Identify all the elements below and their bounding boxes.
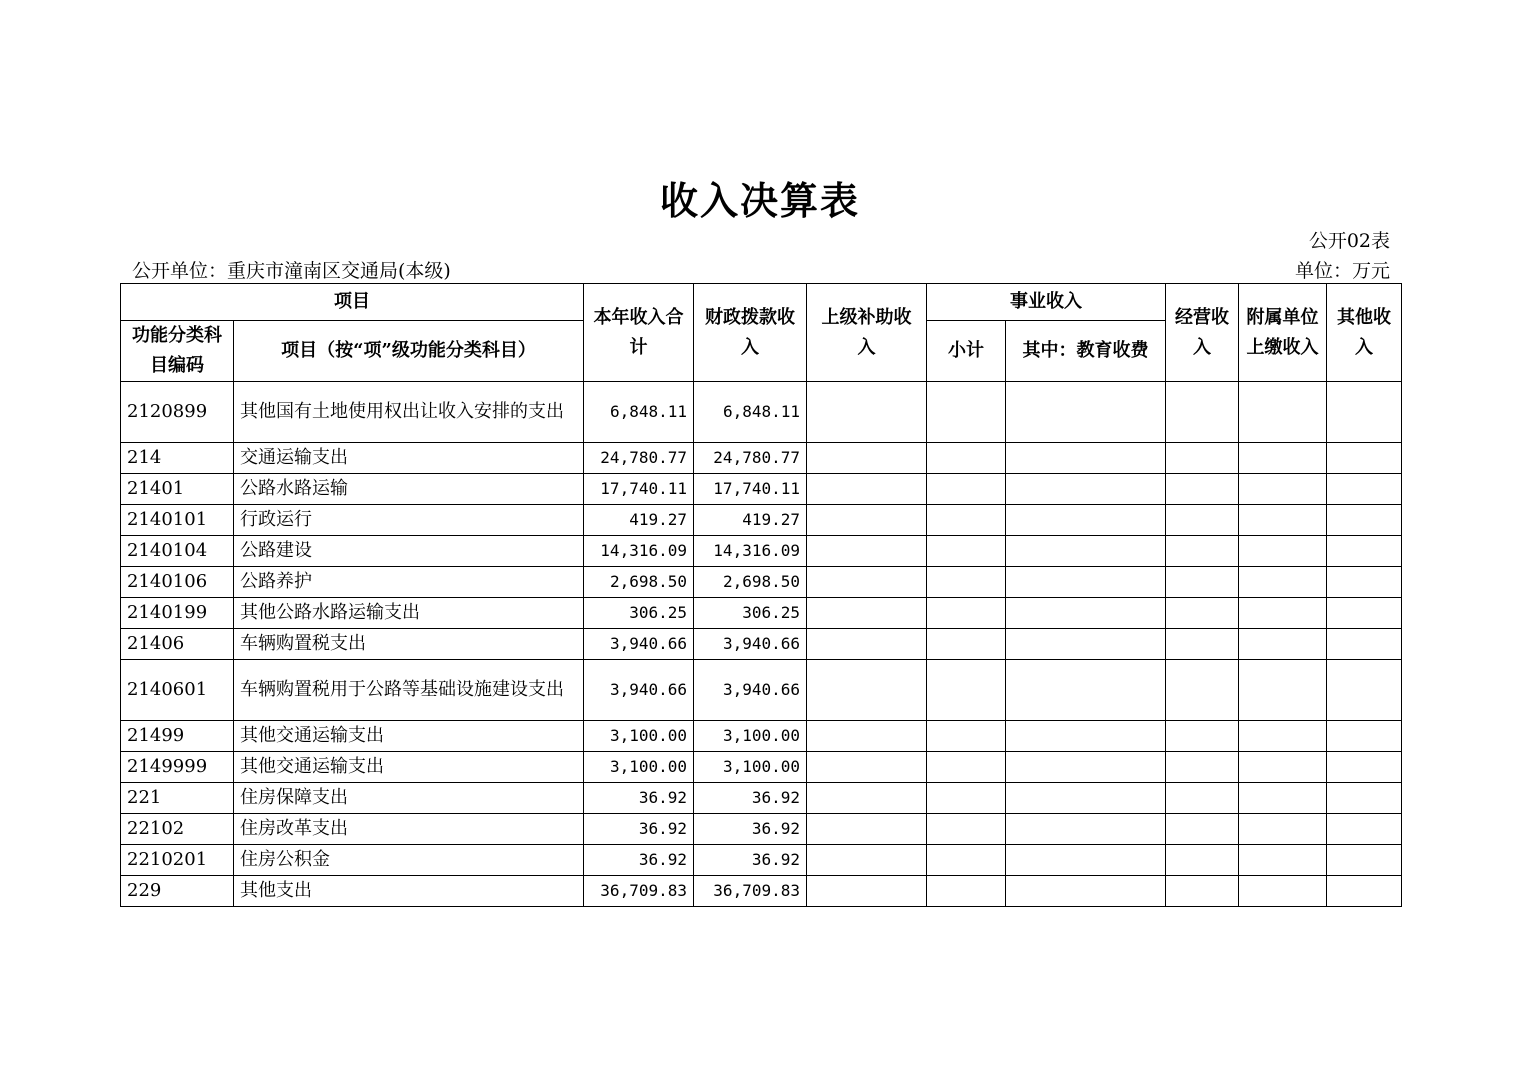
table-row: [121, 382, 1402, 443]
empty-cell: [1327, 783, 1402, 814]
empty-cell: [1166, 752, 1239, 783]
empty-cell: [1006, 721, 1166, 752]
empty-cell: [1006, 629, 1166, 660]
empty-cell: [1006, 443, 1166, 474]
row-total-income: 2,698.50: [584, 567, 694, 598]
empty-cell: [1327, 474, 1402, 505]
empty-cell: [1166, 721, 1239, 752]
empty-cell: [1239, 876, 1327, 907]
row-fiscal-income: 36,709.83: [694, 876, 807, 907]
row-code: 214: [121, 443, 234, 474]
empty-cell: [1327, 382, 1402, 443]
table-row: [121, 443, 1402, 474]
empty-cell: [807, 721, 927, 752]
header-total-income: 本年收入合计: [584, 284, 694, 382]
empty-cell: [807, 814, 927, 845]
row-total-income: 36.92: [584, 783, 694, 814]
empty-cell: [807, 629, 927, 660]
empty-cell: [807, 783, 927, 814]
row-fiscal-income: 36.92: [694, 845, 807, 876]
header-other-income: 其他收入: [1327, 284, 1402, 382]
empty-cell: [1239, 814, 1327, 845]
empty-cell: [1327, 567, 1402, 598]
empty-cell: [1327, 814, 1402, 845]
form-number: 公开02表: [1308, 230, 1390, 252]
row-total-income: 6,848.11: [584, 382, 694, 443]
row-name: 其他交通运输支出: [234, 752, 584, 783]
row-name: 公路建设: [234, 536, 584, 567]
row-code: 2140601: [121, 660, 234, 721]
empty-cell: [1006, 752, 1166, 783]
header-function-code: 功能分类科目编码: [121, 321, 234, 382]
table-row: [121, 567, 1402, 598]
empty-cell: [927, 721, 1006, 752]
row-name: 行政运行: [234, 505, 584, 536]
empty-cell: [927, 474, 1006, 505]
row-code: 2140106: [121, 567, 234, 598]
empty-cell: [1327, 443, 1402, 474]
empty-cell: [927, 660, 1006, 721]
table-row: [121, 598, 1402, 629]
row-total-income: 17,740.11: [584, 474, 694, 505]
empty-cell: [1239, 752, 1327, 783]
table-header: [121, 284, 1402, 382]
row-total-income: 36.92: [584, 845, 694, 876]
row-fiscal-income: 3,940.66: [694, 660, 807, 721]
row-fiscal-income: 3,100.00: [694, 752, 807, 783]
header-education-fee: 其中：教育收费: [1006, 321, 1166, 382]
empty-cell: [1239, 629, 1327, 660]
empty-cell: [1327, 505, 1402, 536]
row-name: 住房保障支出: [234, 783, 584, 814]
row-fiscal-income: 24,780.77: [694, 443, 807, 474]
empty-cell: [1239, 845, 1327, 876]
row-code: 2140101: [121, 505, 234, 536]
empty-cell: [1239, 474, 1327, 505]
row-code: 21499: [121, 721, 234, 752]
row-code: 22102: [121, 814, 234, 845]
empty-cell: [1166, 845, 1239, 876]
row-name: 住房公积金: [234, 845, 584, 876]
empty-cell: [1327, 721, 1402, 752]
header-business-income: 事业收入: [927, 284, 1166, 321]
empty-cell: [1166, 567, 1239, 598]
row-code: 21406: [121, 629, 234, 660]
row-code: 229: [121, 876, 234, 907]
empty-cell: [927, 505, 1006, 536]
empty-cell: [807, 474, 927, 505]
row-total-income: 3,940.66: [584, 660, 694, 721]
empty-cell: [1166, 474, 1239, 505]
row-total-income: 419.27: [584, 505, 694, 536]
row-name: 公路水路运输: [234, 474, 584, 505]
row-code: 2140199: [121, 598, 234, 629]
row-fiscal-income: 3,940.66: [694, 629, 807, 660]
empty-cell: [807, 536, 927, 567]
empty-cell: [1239, 721, 1327, 752]
empty-cell: [927, 598, 1006, 629]
empty-cell: [1239, 567, 1327, 598]
table-row: [121, 660, 1402, 721]
empty-cell: [1166, 598, 1239, 629]
empty-cell: [1327, 536, 1402, 567]
row-fiscal-income: 2,698.50: [694, 567, 807, 598]
empty-cell: [1327, 660, 1402, 721]
table-row: [121, 814, 1402, 845]
empty-cell: [1327, 845, 1402, 876]
empty-cell: [807, 505, 927, 536]
row-code: 221: [121, 783, 234, 814]
empty-cell: [927, 845, 1006, 876]
row-name: 其他国有土地使用权出让收入安排的支出: [234, 382, 584, 443]
empty-cell: [807, 660, 927, 721]
row-name: 交通运输支出: [234, 443, 584, 474]
currency-unit: 单位：万元: [1294, 260, 1390, 282]
row-name: 公路养护: [234, 567, 584, 598]
table-row: [121, 629, 1402, 660]
empty-cell: [1239, 536, 1327, 567]
empty-cell: [1239, 660, 1327, 721]
row-fiscal-income: 17,740.11: [694, 474, 807, 505]
row-name: 住房改革支出: [234, 814, 584, 845]
empty-cell: [1006, 505, 1166, 536]
row-total-income: 3,100.00: [584, 721, 694, 752]
empty-cell: [1006, 783, 1166, 814]
empty-cell: [927, 382, 1006, 443]
row-code: 2140104: [121, 536, 234, 567]
table-row: [121, 783, 1402, 814]
empty-cell: [1006, 660, 1166, 721]
page-title: 收入决算表: [659, 178, 860, 223]
empty-cell: [1006, 814, 1166, 845]
empty-cell: [927, 876, 1006, 907]
empty-cell: [1239, 783, 1327, 814]
empty-cell: [1166, 629, 1239, 660]
header-subtotal: 小计: [927, 321, 1006, 382]
empty-cell: [1166, 783, 1239, 814]
row-code: 2149999: [121, 752, 234, 783]
row-fiscal-income: 6,848.11: [694, 382, 807, 443]
header-superior-subsidy: 上级补助收入: [807, 284, 927, 382]
empty-cell: [1006, 845, 1166, 876]
table-body: [121, 382, 1402, 907]
empty-cell: [1006, 382, 1166, 443]
empty-cell: [927, 629, 1006, 660]
empty-cell: [1006, 876, 1166, 907]
empty-cell: [807, 752, 927, 783]
row-total-income: 14,316.09: [584, 536, 694, 567]
empty-cell: [1239, 382, 1327, 443]
empty-cell: [807, 382, 927, 443]
empty-cell: [1006, 536, 1166, 567]
row-total-income: 306.25: [584, 598, 694, 629]
empty-cell: [1166, 382, 1239, 443]
empty-cell: [1166, 660, 1239, 721]
income-statement-table: [120, 283, 1402, 907]
table-row: [121, 474, 1402, 505]
empty-cell: [1166, 876, 1239, 907]
row-fiscal-income: 306.25: [694, 598, 807, 629]
table-row: [121, 721, 1402, 752]
empty-cell: [1327, 876, 1402, 907]
empty-cell: [807, 443, 927, 474]
table-row: [121, 505, 1402, 536]
empty-cell: [1327, 598, 1402, 629]
empty-cell: [807, 567, 927, 598]
row-fiscal-income: 3,100.00: [694, 721, 807, 752]
empty-cell: [1006, 598, 1166, 629]
empty-cell: [927, 783, 1006, 814]
header-operating-income: 经营收入: [1166, 284, 1239, 382]
empty-cell: [1006, 567, 1166, 598]
row-fiscal-income: 14,316.09: [694, 536, 807, 567]
row-fiscal-income: 36.92: [694, 814, 807, 845]
table-row: [121, 876, 1402, 907]
row-name: 车辆购置税用于公路等基础设施建设支出: [234, 660, 584, 721]
empty-cell: [1166, 505, 1239, 536]
row-code: 2120899: [121, 382, 234, 443]
row-total-income: 3,940.66: [584, 629, 694, 660]
empty-cell: [927, 567, 1006, 598]
header-affiliated-income: 附属单位上缴收入: [1239, 284, 1327, 382]
table-row: [121, 752, 1402, 783]
row-name: 其他公路水路运输支出: [234, 598, 584, 629]
empty-cell: [1327, 629, 1402, 660]
row-fiscal-income: 36.92: [694, 783, 807, 814]
empty-cell: [927, 752, 1006, 783]
row-name: 其他交通运输支出: [234, 721, 584, 752]
header-project: 项目: [121, 284, 584, 321]
reporting-unit: 公开单位：重庆市潼南区交通局(本级): [132, 260, 451, 282]
empty-cell: [927, 443, 1006, 474]
row-code: 2210201: [121, 845, 234, 876]
row-total-income: 36,709.83: [584, 876, 694, 907]
empty-cell: [1239, 505, 1327, 536]
empty-cell: [927, 814, 1006, 845]
empty-cell: [807, 845, 927, 876]
row-total-income: 3,100.00: [584, 752, 694, 783]
row-total-income: 36.92: [584, 814, 694, 845]
empty-cell: [1166, 814, 1239, 845]
empty-cell: [807, 598, 927, 629]
empty-cell: [1166, 443, 1239, 474]
row-fiscal-income: 419.27: [694, 505, 807, 536]
row-name: 车辆购置税支出: [234, 629, 584, 660]
empty-cell: [927, 536, 1006, 567]
row-total-income: 24,780.77: [584, 443, 694, 474]
empty-cell: [1327, 752, 1402, 783]
empty-cell: [1006, 474, 1166, 505]
table-row: [121, 536, 1402, 567]
empty-cell: [1166, 536, 1239, 567]
empty-cell: [1239, 443, 1327, 474]
empty-cell: [1239, 598, 1327, 629]
header-item-name: 项目（按“项”级功能分类科目）: [234, 321, 584, 382]
header-fiscal-appropriation: 财政拨款收入: [694, 284, 807, 382]
row-code: 21401: [121, 474, 234, 505]
table-row: [121, 845, 1402, 876]
row-name: 其他支出: [234, 876, 584, 907]
empty-cell: [807, 876, 927, 907]
